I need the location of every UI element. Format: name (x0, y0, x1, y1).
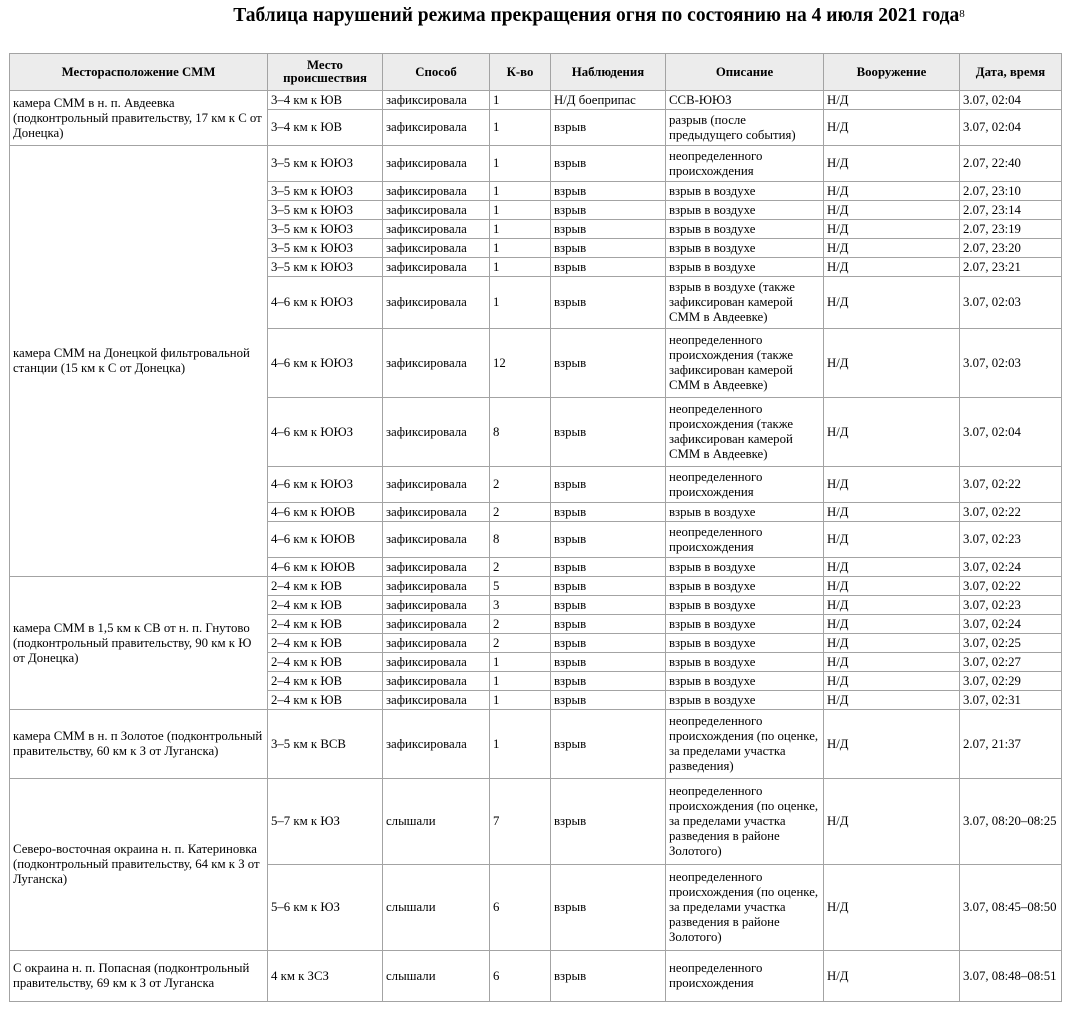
weapon-cell: Н/Д (824, 182, 959, 200)
weapon-cell: Н/Д (824, 398, 959, 466)
place-cell: 2–4 км к ЮВ (268, 653, 382, 671)
place-cell: 4–6 км к ЮЮВ (268, 522, 382, 557)
location-cell: камера СММ на Донецкой фильтровальной станции (15 км к С от Донецка) (10, 146, 267, 576)
datetime-cell: 2.07, 21:37 (960, 710, 1061, 778)
description-cell: неопределенного происхождения (по оценке, за пределами участка разведения) (666, 710, 823, 778)
observation-cell: взрыв (551, 258, 665, 276)
table-row (10, 146, 1061, 181)
datetime-cell: 3.07, 02:22 (960, 577, 1061, 595)
header-method: Способ (383, 54, 489, 90)
observation-cell: взрыв (551, 201, 665, 219)
weapon-cell: Н/Д (824, 653, 959, 671)
count-cell: 1 (490, 146, 550, 181)
place-cell: 4 км к ЗСЗ (268, 951, 382, 1001)
place-cell: 2–4 км к ЮВ (268, 577, 382, 595)
place-cell: 2–4 км к ЮВ (268, 691, 382, 709)
count-cell: 1 (490, 258, 550, 276)
place-cell: 4–6 км к ЮЮЗ (268, 329, 382, 397)
method-cell: зафиксировала (383, 503, 489, 521)
method-cell: зафиксировала (383, 577, 489, 595)
method-cell: зафиксировала (383, 634, 489, 652)
count-cell: 1 (490, 653, 550, 671)
place-cell: 4–6 км к ЮЮЗ (268, 398, 382, 466)
location-cell: камера СММ в 1,5 км к СВ от н. п. Гнутово (подконтрольный правительству, 90 км к Ю от Донецка) (10, 577, 267, 709)
place-cell: 4–6 км к ЮЮЗ (268, 467, 382, 502)
observation-cell: взрыв (551, 277, 665, 328)
method-cell: зафиксировала (383, 615, 489, 633)
count-cell: 6 (490, 951, 550, 1001)
place-cell: 3–5 км к ЮЮЗ (268, 182, 382, 200)
weapon-cell: Н/Д (824, 865, 959, 950)
weapon-cell: Н/Д (824, 710, 959, 778)
location-cell: камера СММ в н. п Золотое (подконтрольный правительству, 60 км к З от Луганска) (10, 710, 267, 778)
method-cell: зафиксировала (383, 691, 489, 709)
description-cell: взрыв в воздухе (666, 239, 823, 257)
header-weapon: Вооружение (824, 54, 959, 90)
weapon-cell: Н/Д (824, 110, 959, 145)
count-cell: 2 (490, 615, 550, 633)
observation-cell: взрыв (551, 634, 665, 652)
datetime-cell: 3.07, 02:31 (960, 691, 1061, 709)
description-cell: неопределенного происхождения (666, 522, 823, 557)
count-cell: 1 (490, 201, 550, 219)
description-cell: взрыв в воздухе (666, 558, 823, 576)
method-cell: зафиксировала (383, 558, 489, 576)
description-cell: взрыв в воздухе (666, 182, 823, 200)
footnote-mark: 8 (959, 8, 965, 20)
weapon-cell: Н/Д (824, 277, 959, 328)
count-cell: 2 (490, 467, 550, 502)
count-cell: 8 (490, 522, 550, 557)
datetime-cell: 2.07, 23:20 (960, 239, 1061, 257)
count-cell: 1 (490, 220, 550, 238)
place-cell: 3–4 км к ЮВ (268, 110, 382, 145)
count-cell: 8 (490, 398, 550, 466)
description-cell: взрыв в воздухе (также зафиксирован камерой СММ в Авдеевке) (666, 277, 823, 328)
datetime-cell: 3.07, 02:29 (960, 672, 1061, 690)
header-place: Место происшествия (268, 54, 382, 90)
method-cell: зафиксировала (383, 329, 489, 397)
page-title (0, 4, 1068, 28)
title-text: Таблица нарушений режима прекращения огня по состоянию на 4 июля 2021 года (233, 5, 960, 26)
location-cell: камера СММ в н. п. Авдеевка (подконтрольный правительству, 17 км к С от Донецка) (10, 91, 267, 145)
datetime-cell: 3.07, 08:20–08:25 (960, 779, 1061, 864)
datetime-cell: 2.07, 23:10 (960, 182, 1061, 200)
observation-cell: взрыв (551, 710, 665, 778)
observation-cell: взрыв (551, 146, 665, 181)
place-cell: 5–7 км к ЮЗ (268, 779, 382, 864)
count-cell: 3 (490, 596, 550, 614)
place-cell: 2–4 км к ЮВ (268, 596, 382, 614)
weapon-cell: Н/Д (824, 634, 959, 652)
description-cell: разрыв (после предыдущего события) (666, 110, 823, 145)
method-cell: зафиксировала (383, 220, 489, 238)
datetime-cell: 3.07, 08:45–08:50 (960, 865, 1061, 950)
count-cell: 1 (490, 182, 550, 200)
description-cell: взрыв в воздухе (666, 653, 823, 671)
place-cell: 4–6 км к ЮЮВ (268, 558, 382, 576)
method-cell: зафиксировала (383, 91, 489, 109)
header-description: Описание (666, 54, 823, 90)
method-cell: слышали (383, 951, 489, 1001)
weapon-cell: Н/Д (824, 329, 959, 397)
weapon-cell: Н/Д (824, 577, 959, 595)
table-row (10, 951, 1061, 1001)
datetime-cell: 3.07, 02:03 (960, 329, 1061, 397)
description-cell: взрыв в воздухе (666, 691, 823, 709)
datetime-cell: 3.07, 02:27 (960, 653, 1061, 671)
observation-cell: взрыв (551, 182, 665, 200)
place-cell: 2–4 км к ЮВ (268, 615, 382, 633)
datetime-cell: 3.07, 08:48–08:51 (960, 951, 1061, 1001)
count-cell: 7 (490, 779, 550, 864)
weapon-cell: Н/Д (824, 258, 959, 276)
datetime-cell: 3.07, 02:22 (960, 467, 1061, 502)
observation-cell: взрыв (551, 503, 665, 521)
description-cell: неопределенного происхождения (по оценке, за пределами участка разведения в районе Золотого) (666, 779, 823, 864)
datetime-cell: 3.07, 02:23 (960, 522, 1061, 557)
method-cell: зафиксировала (383, 239, 489, 257)
ceasefire-violations-table (9, 53, 1062, 1002)
observation-cell: взрыв (551, 239, 665, 257)
datetime-cell: 3.07, 02:25 (960, 634, 1061, 652)
description-cell: неопределенного происхождения (по оценке, за пределами участка разведения в районе Золотого) (666, 865, 823, 950)
count-cell: 1 (490, 239, 550, 257)
table-row (10, 577, 1061, 595)
observation-cell: взрыв (551, 672, 665, 690)
header-location: Месторасположение СММ (10, 54, 267, 90)
method-cell: зафиксировала (383, 258, 489, 276)
weapon-cell: Н/Д (824, 220, 959, 238)
description-cell: взрыв в воздухе (666, 577, 823, 595)
observation-cell: взрыв (551, 865, 665, 950)
observation-cell: взрыв (551, 558, 665, 576)
datetime-cell: 2.07, 23:21 (960, 258, 1061, 276)
description-cell: неопределенного происхождения (666, 146, 823, 181)
description-cell: взрыв в воздухе (666, 258, 823, 276)
description-cell: взрыв в воздухе (666, 672, 823, 690)
observation-cell: взрыв (551, 615, 665, 633)
observation-cell: взрыв (551, 596, 665, 614)
header-datetime: Дата, время (960, 54, 1061, 90)
observation-cell: взрыв (551, 577, 665, 595)
header-row (10, 54, 1061, 90)
place-cell: 3–4 км к ЮВ (268, 91, 382, 109)
observation-cell: взрыв (551, 522, 665, 557)
datetime-cell: 3.07, 02:04 (960, 110, 1061, 145)
table-body (10, 91, 1061, 1001)
location-cell: С окраина н. п. Попасная (подконтрольный правительству, 69 км к З от Луганска (10, 951, 267, 1001)
datetime-cell: 3.07, 02:24 (960, 615, 1061, 633)
weapon-cell: Н/Д (824, 558, 959, 576)
observation-cell: взрыв (551, 467, 665, 502)
datetime-cell: 3.07, 02:22 (960, 503, 1061, 521)
observation-cell: взрыв (551, 779, 665, 864)
weapon-cell: Н/Д (824, 467, 959, 502)
count-cell: 2 (490, 558, 550, 576)
weapon-cell: Н/Д (824, 503, 959, 521)
weapon-cell: Н/Д (824, 239, 959, 257)
method-cell: зафиксировала (383, 596, 489, 614)
weapon-cell: Н/Д (824, 91, 959, 109)
method-cell: зафиксировала (383, 672, 489, 690)
datetime-cell: 3.07, 02:04 (960, 398, 1061, 466)
place-cell: 4–6 км к ЮЮЗ (268, 277, 382, 328)
place-cell: 3–5 км к ЮЮЗ (268, 201, 382, 219)
weapon-cell: Н/Д (824, 779, 959, 864)
datetime-cell: 2.07, 23:19 (960, 220, 1061, 238)
datetime-cell: 3.07, 02:04 (960, 91, 1061, 109)
description-cell: взрыв в воздухе (666, 634, 823, 652)
datetime-cell: 2.07, 22:40 (960, 146, 1061, 181)
count-cell: 6 (490, 865, 550, 950)
weapon-cell: Н/Д (824, 615, 959, 633)
description-cell: неопределенного происхождения (также зафиксирован камерой СММ в Авдеевке) (666, 398, 823, 466)
weapon-cell: Н/Д (824, 691, 959, 709)
observation-cell: взрыв (551, 220, 665, 238)
description-cell: ССВ-ЮЮЗ (666, 91, 823, 109)
description-cell: взрыв в воздухе (666, 503, 823, 521)
header-count: К-во (490, 54, 550, 90)
weapon-cell: Н/Д (824, 951, 959, 1001)
location-cell: Северо-восточная окраина н. п. Катериновка (подконтрольный правительству, 64 км к З от Луганска) (10, 779, 267, 950)
method-cell: зафиксировала (383, 110, 489, 145)
table-row (10, 710, 1061, 778)
method-cell: зафиксировала (383, 201, 489, 219)
count-cell: 1 (490, 710, 550, 778)
method-cell: зафиксировала (383, 398, 489, 466)
count-cell: 12 (490, 329, 550, 397)
place-cell: 3–5 км к ЮЮЗ (268, 220, 382, 238)
observation-cell: Н/Д боеприпас (551, 91, 665, 109)
datetime-cell: 3.07, 02:24 (960, 558, 1061, 576)
place-cell: 4–6 км к ЮЮВ (268, 503, 382, 521)
weapon-cell: Н/Д (824, 596, 959, 614)
count-cell: 5 (490, 577, 550, 595)
observation-cell: взрыв (551, 951, 665, 1001)
method-cell: зафиксировала (383, 522, 489, 557)
place-cell: 3–5 км к ВСВ (268, 710, 382, 778)
count-cell: 1 (490, 277, 550, 328)
datetime-cell: 3.07, 02:03 (960, 277, 1061, 328)
table-row (10, 779, 1061, 864)
datetime-cell: 3.07, 02:23 (960, 596, 1061, 614)
method-cell: зафиксировала (383, 653, 489, 671)
observation-cell: взрыв (551, 110, 665, 145)
description-cell: взрыв в воздухе (666, 220, 823, 238)
count-cell: 1 (490, 91, 550, 109)
observation-cell: взрыв (551, 329, 665, 397)
description-cell: взрыв в воздухе (666, 596, 823, 614)
description-cell: взрыв в воздухе (666, 615, 823, 633)
header-observation: Наблюдения (551, 54, 665, 90)
observation-cell: взрыв (551, 398, 665, 466)
method-cell: зафиксировала (383, 182, 489, 200)
count-cell: 2 (490, 503, 550, 521)
place-cell: 5–6 км к ЮЗ (268, 865, 382, 950)
weapon-cell: Н/Д (824, 201, 959, 219)
method-cell: слышали (383, 865, 489, 950)
count-cell: 1 (490, 110, 550, 145)
datetime-cell: 2.07, 23:14 (960, 201, 1061, 219)
place-cell: 3–5 км к ЮЮЗ (268, 258, 382, 276)
count-cell: 1 (490, 672, 550, 690)
method-cell: слышали (383, 779, 489, 864)
method-cell: зафиксировала (383, 277, 489, 328)
description-cell: неопределенного происхождения (666, 467, 823, 502)
table-row (10, 91, 1061, 109)
method-cell: зафиксировала (383, 710, 489, 778)
place-cell: 3–5 км к ЮЮЗ (268, 146, 382, 181)
description-cell: взрыв в воздухе (666, 201, 823, 219)
place-cell: 2–4 км к ЮВ (268, 634, 382, 652)
weapon-cell: Н/Д (824, 672, 959, 690)
observation-cell: взрыв (551, 653, 665, 671)
description-cell: неопределенного происхождения (также зафиксирован камерой СММ в Авдеевке) (666, 329, 823, 397)
observation-cell: взрыв (551, 691, 665, 709)
count-cell: 1 (490, 691, 550, 709)
weapon-cell: Н/Д (824, 522, 959, 557)
count-cell: 2 (490, 634, 550, 652)
place-cell: 2–4 км к ЮВ (268, 672, 382, 690)
place-cell: 3–5 км к ЮЮЗ (268, 239, 382, 257)
description-cell: неопределенного происхождения (666, 951, 823, 1001)
weapon-cell: Н/Д (824, 146, 959, 181)
method-cell: зафиксировала (383, 467, 489, 502)
method-cell: зафиксировала (383, 146, 489, 181)
